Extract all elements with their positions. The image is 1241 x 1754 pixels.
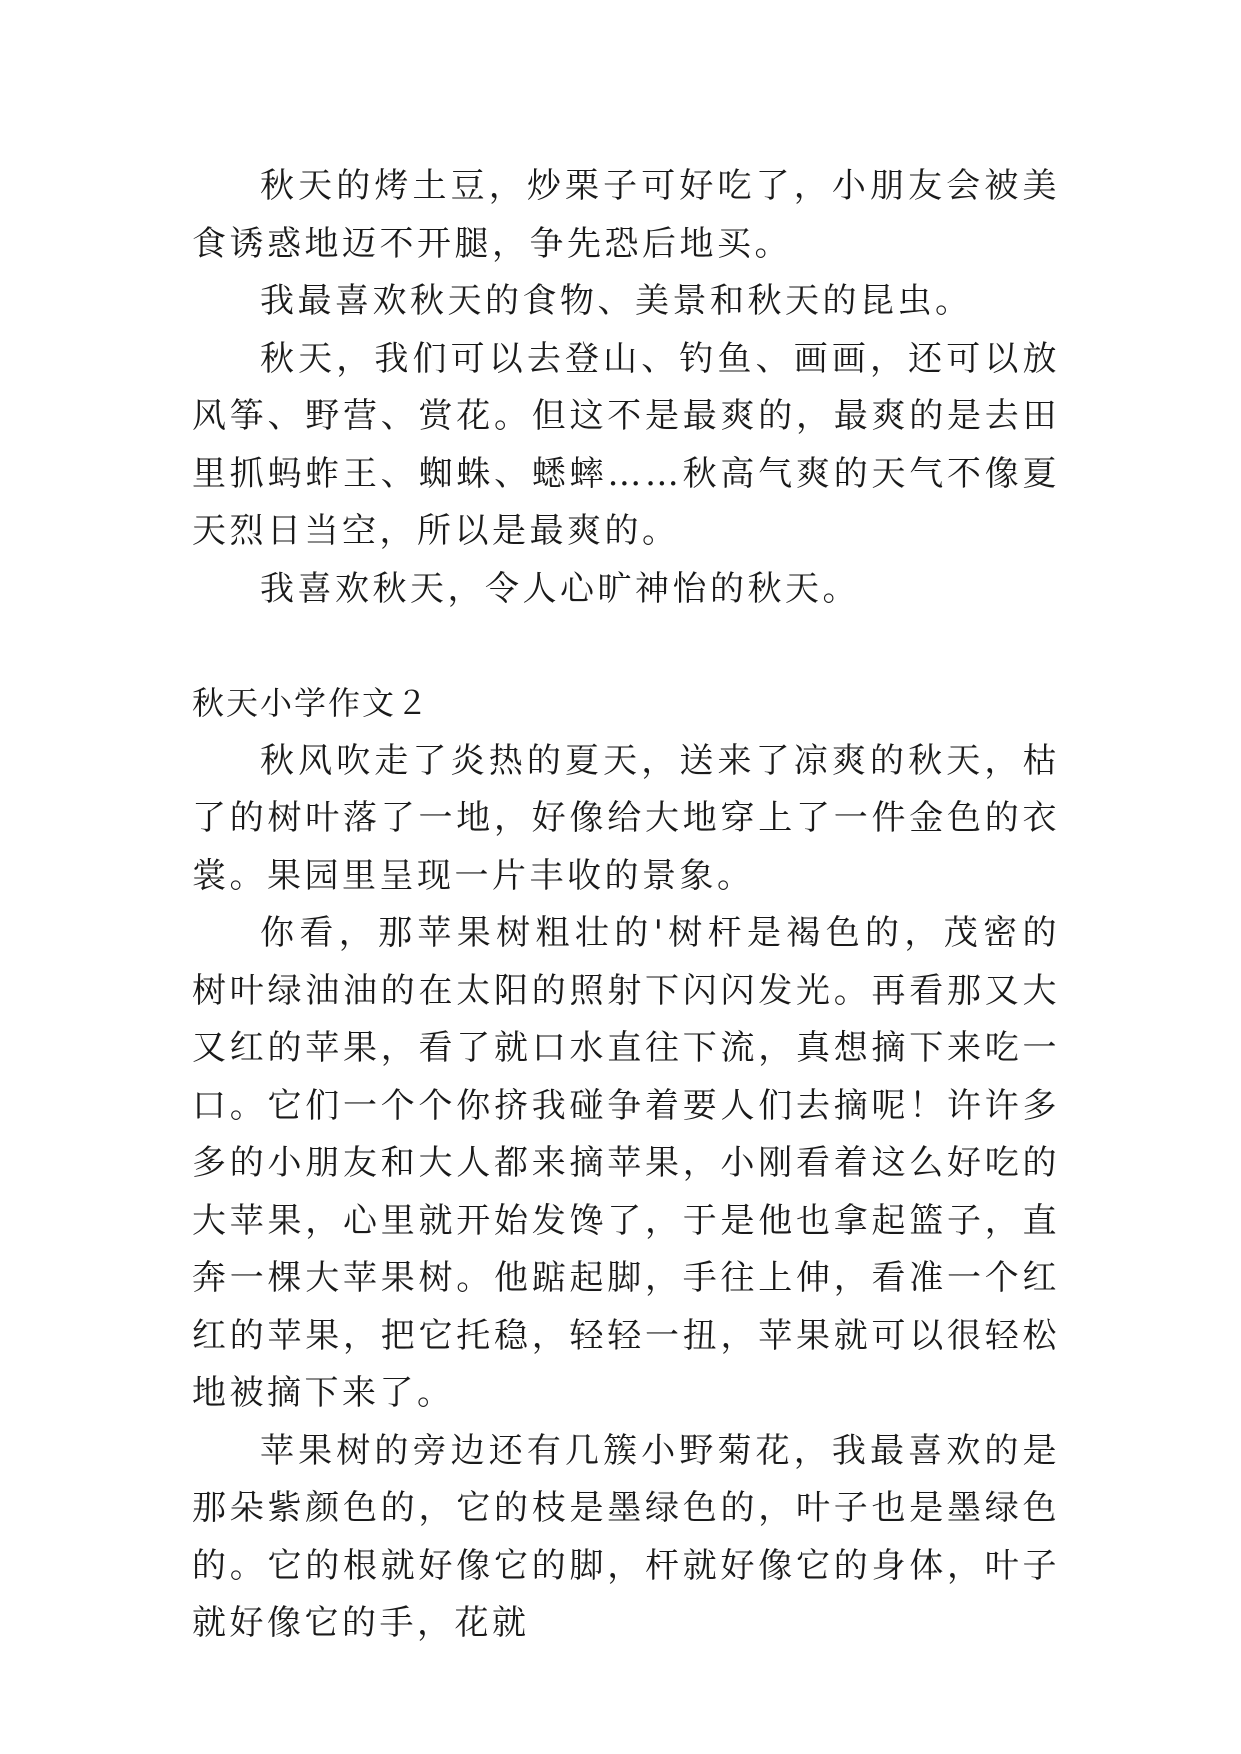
document-body (192, 158, 1060, 1653)
section-title: 秋天小学作文２ (192, 684, 431, 722)
paragraph-favorite-things: 我最喜欢秋天的食物、美景和秋天的昆虫。 (260, 281, 973, 321)
paragraph-apple-tree: 你看，那苹果树粗壮的'树杆是褐色的，茂密的树叶绿油油的在太阳的照射下闪闪发光。再看那又大又红的苹果，看了就口水直往下流，真想摘下来吃一口。它们一个个你挤我碰争着要人们去摘呢！许许多多的小朋友和大人都来摘苹果，小刚看着这么好吃的大苹果，心里就开始发馋了，于是他也拿起篮子，直奔一棵大苹果树。他踮起脚，手往上伸，看准一个红红的苹果，把它托稳，轻轻一扭，苹果就可以很轻松地被摘下来了。 (192, 913, 1060, 1413)
paragraph-autumn-wind: 秋风吹走了炎热的夏天，送来了凉爽的秋天，枯了的树叶落了一地，好像给大地穿上了一件金色的衣裳。果园里呈现一片丰收的景象。 (192, 740, 1060, 896)
paragraph-love-autumn: 我喜欢秋天，令人心旷神怡的秋天。 (260, 568, 860, 609)
paragraph-roasted-potatoes: 秋天的烤土豆，炒栗子可好吃了，小朋友会被美食诱惑地迈不开腿，争先恐后地买。 (192, 166, 1060, 264)
paragraph-chrysanthemum: 苹果树的旁边还有几簇小野菊花，我最喜欢的是那朵紫颜色的，它的枝是墨绿色的，叶子也是墨绿色的。它的根就好像它的脚，杆就好像它的身体，叶子就好像它的手，花就 (192, 1430, 1060, 1643)
paragraph-autumn-activities: 秋天，我们可以去登山、钓鱼、画画，还可以放风筝、野营、赏花。但这不是最爽的，最爽的是去田里抓蚂蚱王、蜘蛛、蟋蟀……秋高气爽的天气不像夏天烈日当空，所以是最爽的。 (192, 338, 1060, 551)
